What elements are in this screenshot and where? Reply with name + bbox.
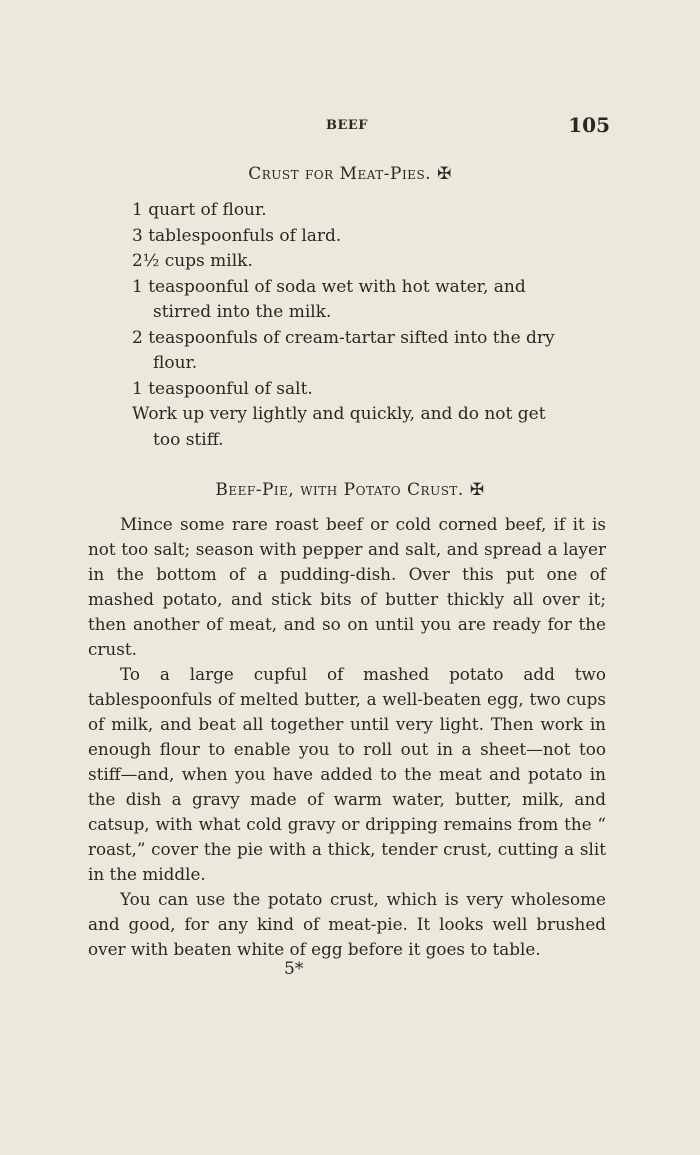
recipe-body [88, 512, 606, 962]
recipe-title-crust [0, 164, 700, 184]
maltese-cross-icon: ✠ [469, 480, 485, 500]
maltese-cross-icon: ✠ [437, 164, 452, 184]
ingredient-item: 1 teaspoonful of salt. [132, 378, 313, 399]
ingredient-item: 3 tablespoonfuls of lard. [132, 225, 342, 246]
paragraph: You can use the potato crust, which is very wholesome and good, for any kind of meat-pie. It looks well brushed over with beaten white of egg before it goes to table. [88, 889, 606, 959]
ingredient-list [132, 198, 572, 453]
ingredient-item: 2½ cups milk. [132, 251, 253, 271]
recipe-title-text: Crust for Meat-Pies. [248, 164, 432, 184]
paragraph: Mince some rare roast beef or cold corned beef, if it is not too salt; season with pepper and salt, and spread a layer in the bottom of a pudding-dish. Over this put one of mashed potato, and stick bits of butter thickly all over it; then another of meat, and so on until you are ready for the crust. [88, 514, 606, 659]
recipe-title-beef-pie [0, 480, 700, 500]
ingredient-item: 1 teaspoonful of soda wet with hot water, and stirred into the milk. [132, 276, 526, 322]
ingredient-item: 1 quart of flour. [132, 200, 267, 220]
running-head: BEEF [326, 118, 369, 133]
page-number: 105 [568, 113, 610, 137]
paragraph: To a large cupful of mashed potato add two tablespoonfuls of melted butter, a well-beaten egg, two cups of milk, and beat all together until very light. Then work in enough flour to enable you to roll out in a sheet—not too stiff—and, when you have added to the meat and potato in the dish a gravy made of warm water, butter, milk, and catsup, with what cold gravy or dripping remains from the “ roast,” cover the pie with a thick, tender crust, cutting a slit in the middle. [88, 664, 606, 884]
page-header [0, 113, 700, 140]
recipe-title-text: Beef-Pie, with Potato Crust. [215, 480, 464, 500]
signature-mark: 5* [284, 959, 304, 979]
ingredient-item: 2 teaspoonfuls of cream-tartar sifted into the dry flour. [132, 327, 555, 373]
ingredient-item: Work up very lightly and quickly, and do not get too stiff. [132, 404, 546, 450]
